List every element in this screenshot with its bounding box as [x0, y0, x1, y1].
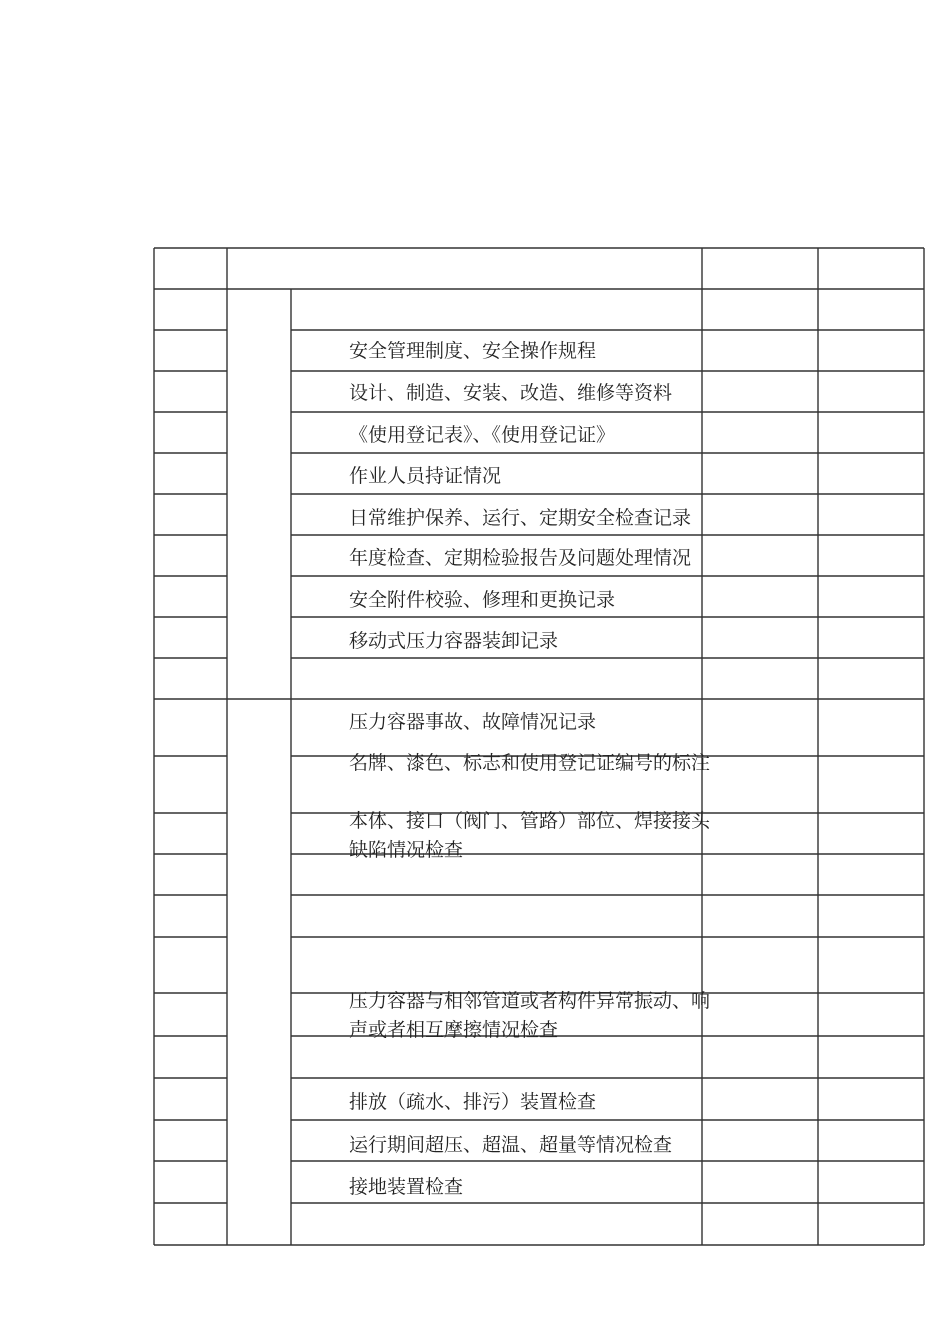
item-inspection-reports: 年度检查、定期检验报告及问题处理情况	[349, 547, 692, 569]
item-overpressure-check: 运行期间超压、超温、超量等情况检查	[349, 1134, 673, 1156]
item-loading-unloading: 移动式压力容器装卸记录	[349, 630, 559, 652]
item-drainage-check: 排放（疏水、排污）装置检查	[349, 1091, 597, 1113]
item-vibration-check: 压力容器与相邻管道或者构件异常振动、响声或者相互摩擦情况检查	[349, 990, 711, 1041]
item-grounding-check: 接地装置检查	[349, 1176, 464, 1198]
item-registration-forms: 《使用登记表》、《使用登记证》	[349, 424, 616, 446]
item-accident-records: 压力容器事故、故障情况记录	[349, 711, 597, 733]
item-safety-rules: 安全管理制度、安全操作规程	[349, 340, 597, 362]
item-design-documents: 设计、制造、安装、改造、维修等资料	[349, 382, 673, 404]
item-nameplate-marking: 名牌、漆色、标志和使用登记证编号的标注	[349, 752, 711, 774]
item-maintenance-records: 日常维护保养、运行、定期安全检查记录	[349, 507, 692, 529]
item-safety-accessories: 安全附件校验、修理和更换记录	[349, 589, 616, 611]
item-body-weld-defects: 本体、接口（阀门、管路）部位、焊接接头缺陷情况检查	[349, 810, 711, 861]
item-operator-certificates: 作业人员持证情况	[349, 465, 502, 487]
